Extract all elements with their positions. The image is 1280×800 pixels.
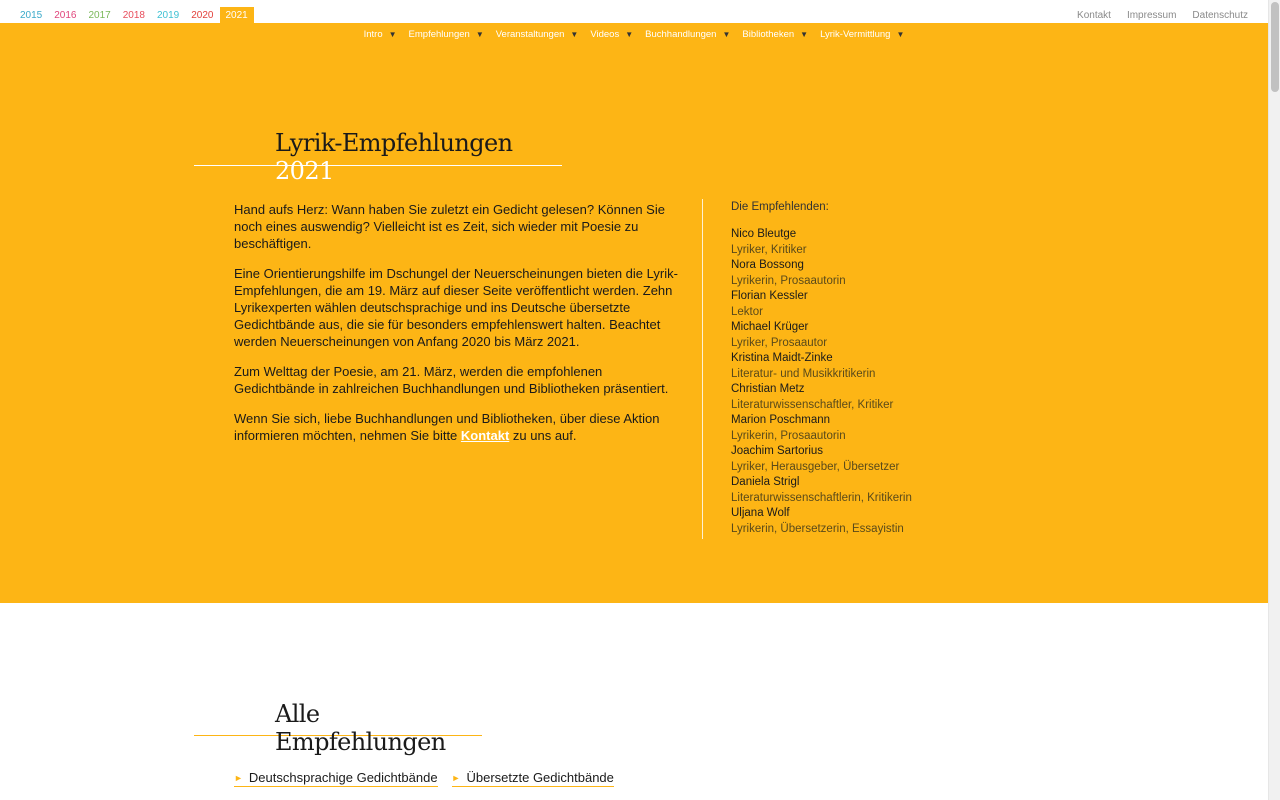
category-link-label: Deutschsprachige Gedichtbände	[248, 770, 438, 785]
intro-paragraph: Zum Welttag der Poesie, am 21. März, werden die empfohlenen Gedichtbände in zahlreichen Buchhandlungen und Bibliotheken präsentiert.	[234, 364, 669, 396]
year-tab-2015[interactable]: 2015	[20, 10, 43, 21]
recommender-name: Daniela Strigl	[731, 476, 800, 488]
nav-item-intro[interactable]	[364, 29, 397, 40]
nav-item-label: Veranstaltungen	[495, 29, 565, 40]
year-tab-2021[interactable]: 2021	[220, 7, 254, 23]
meta-link-impressum[interactable]: Impressum	[1126, 10, 1177, 21]
year-tabs	[14, 7, 254, 23]
nav-item-label: Bibliotheken	[742, 29, 795, 40]
recommender-name: Christian Metz	[731, 383, 805, 395]
recommender-name: Michael Krüger	[731, 321, 809, 333]
contact-link[interactable]: Kontakt	[460, 428, 510, 443]
caret-down-icon: ▼	[570, 30, 579, 39]
intro-paragraph-contact	[234, 410, 682, 444]
recommender-role: Lektor	[731, 306, 763, 318]
caret-down-icon: ▼	[722, 30, 731, 39]
recommender-role: Literaturwissenschaftler, Kritiker	[731, 399, 894, 411]
hero-section	[0, 23, 1268, 603]
recommenders-heading: Die Empfehlenden:	[731, 201, 829, 213]
recommender-role: Lyrikerin, Prosaautorin	[731, 430, 846, 442]
nav-item-label: Videos	[590, 29, 620, 40]
nav-item-label: Empfehlungen	[408, 29, 470, 40]
intro-paragraph: Eine Orientierungshilfe im Dschungel der Neuerscheinungen bieten die Lyrik-Empfehlungen, die am 19. März auf dieser Seite veröffentlicht werden. Zehn Lyrikexperten wählen deutschsprachige und ins Deutsche übersetzte Gedichtbände aus, die sie für besonders empfehlenswert halten. Beachtet werden Neuerscheinungen von Anfang 2020 bis März 2021.	[234, 266, 678, 349]
arrow-right-icon: ►	[234, 772, 243, 783]
recommender-name: Nora Bossong	[731, 259, 804, 271]
meta-link-kontakt[interactable]: Kontakt	[1077, 10, 1111, 21]
recommender-role: Lyrikerin, Übersetzerin, Essayistin	[731, 523, 904, 535]
recommender-role: Lyriker, Prosaautor	[731, 337, 828, 349]
page-title-year: 2021	[275, 157, 334, 185]
year-tab-2016[interactable]: 2016	[54, 10, 77, 21]
caret-down-icon: ▼	[388, 30, 397, 39]
nav-item-label: Buchhandlungen	[645, 29, 717, 40]
recommender-role: Lyriker, Herausgeber, Übersetzer	[731, 461, 900, 473]
category-link[interactable]	[234, 770, 438, 787]
contact-text-before: Wenn Sie sich, liebe Buchhandlungen und Bibliotheken, über diese Aktion informieren möchten, nehmen Sie bitte	[234, 411, 660, 443]
all-recommendations-heading: Alle Empfehlungen	[275, 700, 446, 756]
recommender-role: Literatur- und Musikkritikerin	[731, 368, 876, 380]
recommender-name: Joachim Sartorius	[731, 445, 824, 457]
nav-item-buchhandlungen[interactable]	[645, 29, 730, 40]
recommender-name: Marion Poschmann	[731, 414, 831, 426]
category-link[interactable]	[452, 770, 614, 787]
meta-link-datenschutz[interactable]: Datenschutz	[1192, 10, 1248, 21]
year-tab-2018[interactable]: 2018	[122, 10, 145, 21]
recommender-name: Florian Kessler	[731, 290, 808, 302]
recommenders-items	[731, 227, 1031, 537]
nav-item-empfehlungen[interactable]	[409, 29, 484, 40]
nav-item-videos[interactable]	[590, 29, 633, 40]
caret-down-icon: ▼	[475, 30, 484, 39]
intro-paragraph: Hand aufs Herz: Wann haben Sie zuletzt ein Gedicht gelesen? Können Sie noch eines auswendig? Vielleicht ist es Zeit, sich wieder mit Poesie zu beschäftigen.	[234, 202, 665, 251]
scrollbar[interactable]	[1268, 0, 1280, 800]
column-divider	[702, 199, 703, 539]
nav-item-label: Intro	[363, 29, 383, 40]
year-tab-2020[interactable]: 2020	[191, 10, 214, 21]
nav-item-label: Lyrik-Vermittlung	[820, 29, 891, 40]
meta-links	[1077, 10, 1248, 21]
category-link-label: Übersetzte Gedichtbände	[466, 770, 614, 785]
arrow-right-icon: ►	[451, 772, 461, 783]
page-title	[194, 129, 562, 185]
caret-down-icon: ▼	[896, 30, 905, 39]
nav-item-bibliotheken[interactable]	[742, 29, 808, 40]
nav-item-veranstaltungen[interactable]	[496, 29, 579, 40]
recommender-role: Literaturwissenschaftlerin, Kritikerin	[731, 492, 912, 504]
page-title-main: Lyrik-Empfehlungen	[275, 129, 513, 157]
nav-item-lyrik-vermittlung[interactable]	[820, 29, 904, 40]
main-nav	[0, 29, 1268, 40]
year-tab-2017[interactable]: 2017	[88, 10, 111, 21]
top-bar	[0, 0, 1268, 23]
contact-text-after: zu uns auf.	[509, 428, 577, 443]
caret-down-icon: ▼	[800, 30, 809, 39]
scrollbar-thumb[interactable]	[1271, 2, 1279, 92]
category-links	[234, 770, 614, 787]
recommender-name: Kristina Maidt-Zinke	[731, 352, 833, 364]
recommenders-list	[731, 201, 1031, 537]
year-tab-2019[interactable]: 2019	[157, 10, 180, 21]
recommender-role: Lyrikerin, Prosaautorin	[731, 275, 846, 287]
intro-text	[234, 201, 682, 457]
caret-down-icon: ▼	[625, 30, 634, 39]
all-recommendations-title	[194, 700, 482, 756]
recommender-name: Nico Bleutge	[731, 228, 797, 240]
recommender-name: Uljana Wolf	[731, 507, 790, 519]
recommender-role: Lyriker, Kritiker	[731, 244, 807, 256]
